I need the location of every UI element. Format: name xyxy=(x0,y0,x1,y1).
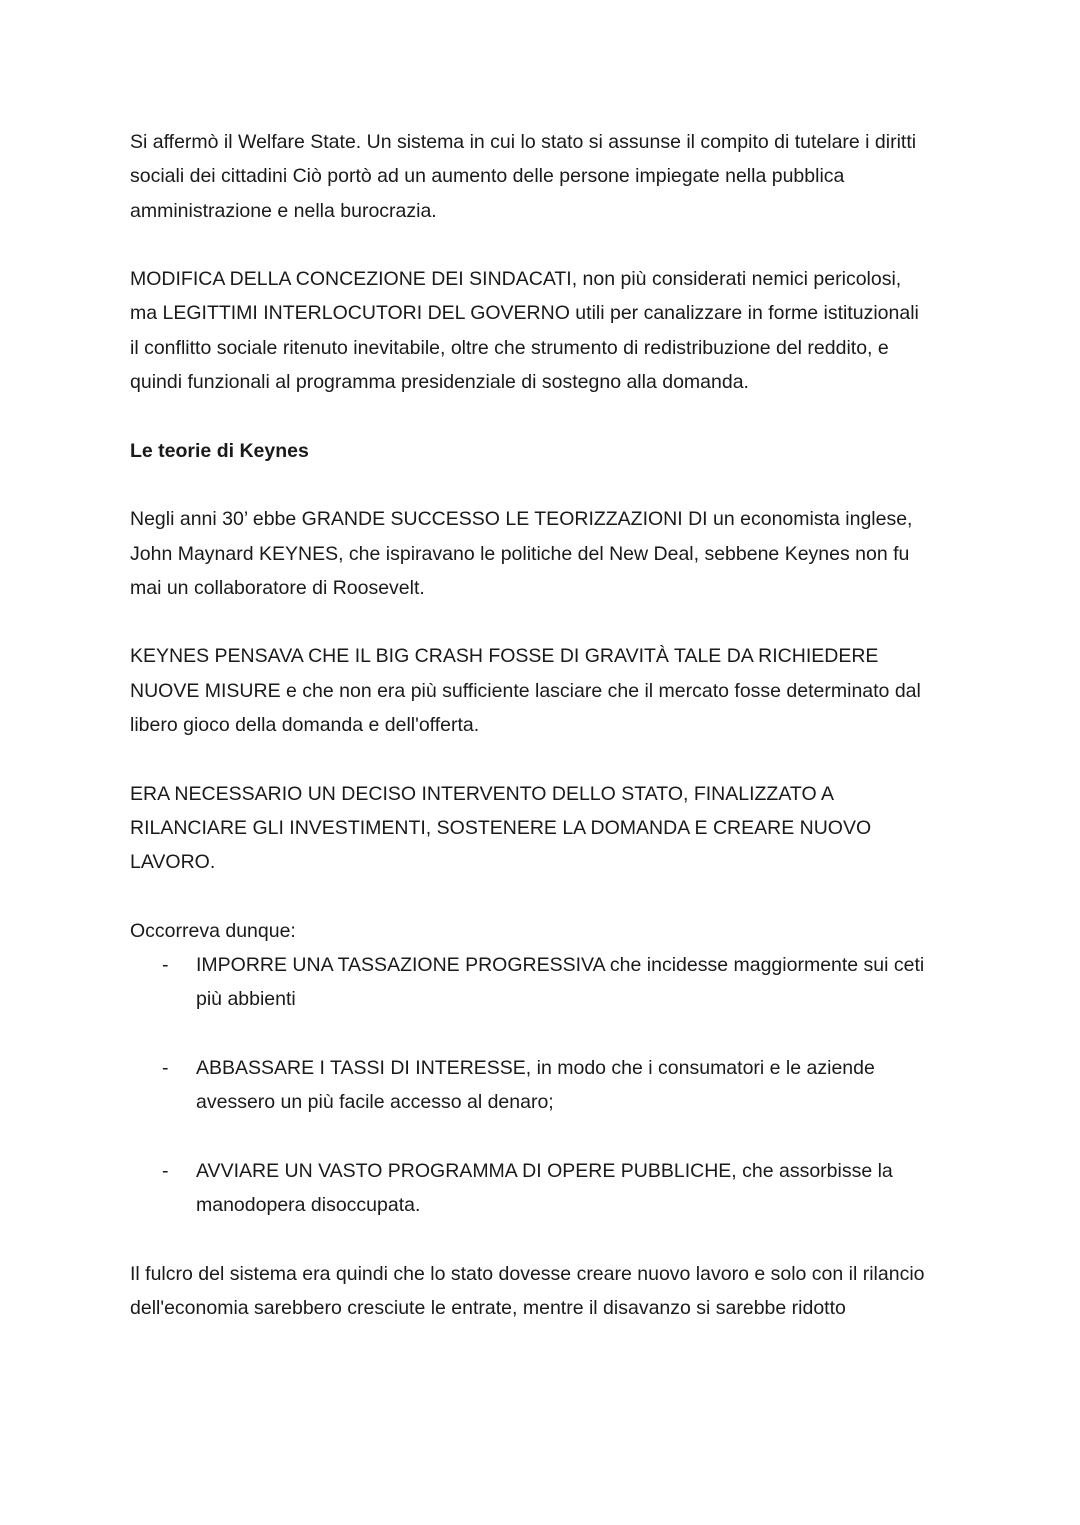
text-line: Si affermò il Welfare State. Un sistema in cui lo stato si assunse il compito di tutelare i diritti xyxy=(130,131,917,153)
list-lead: Occorreva dunque: xyxy=(130,919,296,942)
text-line: avessero un più facile accesso al denaro; xyxy=(196,1091,554,1114)
text-line: mai un collaboratore di Roosevelt. xyxy=(130,576,425,599)
document-page xyxy=(130,125,960,1360)
text-line: quindi funzionali al programma presidenziale di sostegno alla domanda. xyxy=(130,371,749,394)
section-heading: Le teorie di Keynes xyxy=(130,439,309,462)
text-line: ERA NECESSARIO UN DECISO INTERVENTO DELLO STATO, FINALIZZATO A xyxy=(130,782,834,805)
text-line: più abbienti xyxy=(196,988,296,1011)
text-line: amministrazione e nella burocrazia. xyxy=(130,199,437,222)
list-item xyxy=(130,948,960,1017)
text-line: ma LEGITTIMI INTERLOCUTORI DEL GOVERNO utili per canalizzare in forme istituzionali xyxy=(130,302,919,325)
dash-bullet: - xyxy=(162,1159,169,1182)
text-line: ABBASSARE I TASSI DI INTERESSE, in modo che i consumatori e le aziende xyxy=(196,1057,875,1080)
text-line: IMPORRE UNA TASSAZIONE PROGRESSIVA che incidesse maggiormente sui ceti xyxy=(196,954,925,977)
paragraph-keynes-intro xyxy=(130,502,960,605)
text-line: RILANCIARE GLI INVESTIMENTI, SOSTENERE LA DOMANDA E CREARE NUOVO xyxy=(130,816,872,839)
paragraph-fulcro xyxy=(130,1257,960,1326)
measures-list xyxy=(130,948,960,1222)
text-line: NUOVE MISURE e che non era più sufficiente lasciare che il mercato fosse determinato dal xyxy=(130,679,921,702)
text-line: il conflitto sociale ritenuto inevitabile, oltre che strumento di redistribuzione del reddito, e xyxy=(130,336,889,359)
dash-bullet: - xyxy=(162,1057,169,1080)
dash-bullet: - xyxy=(162,954,169,977)
text-line: Negli anni 30’ ebbe GRANDE SUCCESSO LE TEORIZZAZIONI DI un economista inglese, xyxy=(130,508,913,531)
text-line: manodopera disoccupata. xyxy=(196,1194,421,1217)
paragraph-big-crash xyxy=(130,639,960,742)
paragraph-intervento-stato xyxy=(130,777,960,880)
text-line: Il fulcro del sistema era quindi che lo stato dovesse creare nuovo lavoro e solo con il rilancio xyxy=(130,1262,925,1285)
text-line: dell'economia sarebbero cresciute le entrate, mentre il disavanzo si sarebbe ridotto xyxy=(130,1297,846,1320)
text-line: sociali dei cittadini Ciò portò ad un aumento delle persone impiegate nella pubblica xyxy=(130,165,845,188)
text-line: John Maynard KEYNES, che ispiravano le politiche del New Deal, sebbene Keynes non fu xyxy=(130,542,910,565)
text-line: KEYNES PENSAVA CHE IL BIG CRASH FOSSE DI GRAVITÀ TALE DA RICHIEDERE xyxy=(130,645,879,668)
paragraph-sindacati xyxy=(130,262,960,399)
list-item xyxy=(130,1051,960,1120)
list-item xyxy=(130,1154,960,1223)
text-line: MODIFICA DELLA CONCEZIONE DEI SINDACATI, non più considerati nemici pericolosi, xyxy=(130,268,902,291)
text-line: AVVIARE UN VASTO PROGRAMMA DI OPERE PUBBLICHE, che assorbisse la xyxy=(196,1159,893,1182)
paragraph-welfare-state xyxy=(130,125,960,228)
text-line: LAVORO. xyxy=(130,851,216,874)
text-line: libero gioco della domanda e dell'offerta. xyxy=(130,714,480,737)
